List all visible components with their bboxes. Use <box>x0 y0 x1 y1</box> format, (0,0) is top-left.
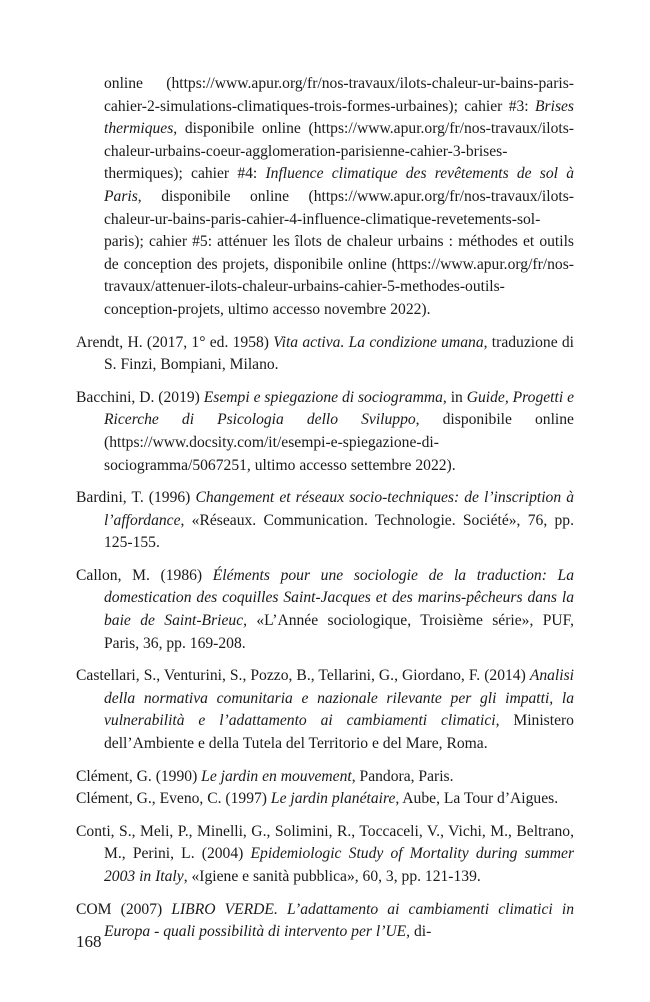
reference-title: Brises thermiques <box>104 97 574 138</box>
reference-title: Epidemiologic Study of Mortality during summer 2003 in Italy <box>104 845 575 885</box>
reference-title: Analisi della normativa comunitaria e nazionale rilevante per gli impatti, la vulnerabilità e l’adattamento ai cambiamenti climatici, <box>104 667 574 730</box>
reference-text: Clément, G., Eveno, C. (1997) <box>76 790 271 808</box>
reference-bacchini <box>76 387 574 477</box>
reference-text: Bacchini, D. (2019) <box>76 388 204 406</box>
reference-text: Clément, G. (1990) <box>76 767 202 785</box>
reference-castellari <box>76 665 574 755</box>
page-number: 168 <box>76 932 102 951</box>
reference-text: di- <box>410 923 432 941</box>
reference-text: COM (2007) <box>76 900 172 918</box>
reference-text: Callon, M. (1986) <box>76 566 213 584</box>
reference-clement-1997 <box>76 788 574 811</box>
reference-text: , in <box>442 388 467 406</box>
bibliography-list <box>76 73 574 954</box>
reference-text: , «L’Année sociologique, Troisième série», PUF, Paris, 36, pp. 169-208. <box>104 612 574 652</box>
reference-title: Esempi e spiegazione di sociogramma <box>203 388 443 406</box>
reference-com <box>76 899 574 944</box>
reference-title: Changement et réseaux socio-techniques: de l’inscription à l’affordance <box>104 489 574 529</box>
reference-conti <box>76 821 574 889</box>
reference-text: , «Réseaux. Communication. Technologie. Société», 76, pp. 125-155. <box>104 511 574 552</box>
reference-text: , traduzione di S. Finzi, Bompiani, Milano. <box>104 333 575 374</box>
reference-title: Guide, Progetti e Ricerche di Psicologia dello Sviluppo <box>104 388 575 429</box>
reference-clement-1990 <box>76 766 574 789</box>
reference-text: , Aube, La Tour d’Aigues. <box>395 790 559 808</box>
reference-callon <box>76 565 574 655</box>
reference-text: Arendt, H. (2017, 1° ed. 1958) <box>76 333 274 351</box>
reference-text: Conti, S., Meli, P., Minelli, G., Solimini, R., Toccaceli, V., Vichi, M., Beltrano, M., Perini, L. (2004) <box>76 822 574 863</box>
reference-apur-cont <box>76 73 574 322</box>
reference-text: online (https://www.apur.org/fr/nos-travaux/ilots-chaleur-ur-bains-paris-cahier-2-simulations-climatiques-trois-formes-urbaines); cahier #3: <box>104 75 574 115</box>
reference-bardini <box>76 487 574 555</box>
reference-text: Castellari, S., Venturini, S., Pozzo, B., Tellarini, G., Giordano, F. (2014) <box>76 667 530 685</box>
reference-text: , disponibile online (https://www.apur.org/fr/nos-travaux/ilots-chaleur-ur-bains-paris-cahier-4-influence-climatique-revetements-sol-paris); cahier #5: atténuer les îlots de chaleur urbains : méthodes et outils de conception des projets, disponibile online (https://www.apur.org/fr/nos-travaux/attenuer-ilots-chaleur-urbains-cahier-5-methodes-outils-conception-projets, ultimo accesso novembre 2022). <box>104 187 574 318</box>
reference-text: , «Igiene e sanità pubblica», 60, 3, pp. 121-139. <box>183 868 481 885</box>
reference-title: Le jardin en mouvement <box>201 767 352 785</box>
reference-title: LIBRO VERDE. L’adattamento ai cambiamenti climatici in Europa - quali possibilità di intervento per l’UE, <box>104 900 574 941</box>
reference-text: , disponibile online (https://www.apur.org/fr/nos-travaux/ilots-chaleur-urbains-coeur-agglomeration-parisienne-cahier-3-brises-thermiques); cahier #4: <box>104 120 574 183</box>
reference-title: Influence climatique des revêtements de sol à Paris <box>104 165 574 205</box>
reference-text: Ministero dell’Ambiente e della Tutela del Territorio e del Mare, Roma. <box>104 712 574 753</box>
reference-title: Éléments pour une sociologie de la traduction: La domestication des coquilles Saint-Jacques et des marins-pêcheurs dans la baie de Saint-Brieuc <box>104 566 575 630</box>
reference-text: , disponibile online (https://www.docsity.com/it/esempi-e-spiegazione-di-sociogramma/5067251, ultimo accesso settembre 2022). <box>104 411 574 474</box>
reference-text: , Pandora, Paris. <box>351 767 454 785</box>
reference-text: Bardini, T. (1996) <box>76 489 196 507</box>
reference-title: Le jardin planétaire <box>270 790 396 808</box>
reference-arendt <box>76 332 574 377</box>
reference-title: Vita activa. La condizione umana <box>273 333 484 351</box>
